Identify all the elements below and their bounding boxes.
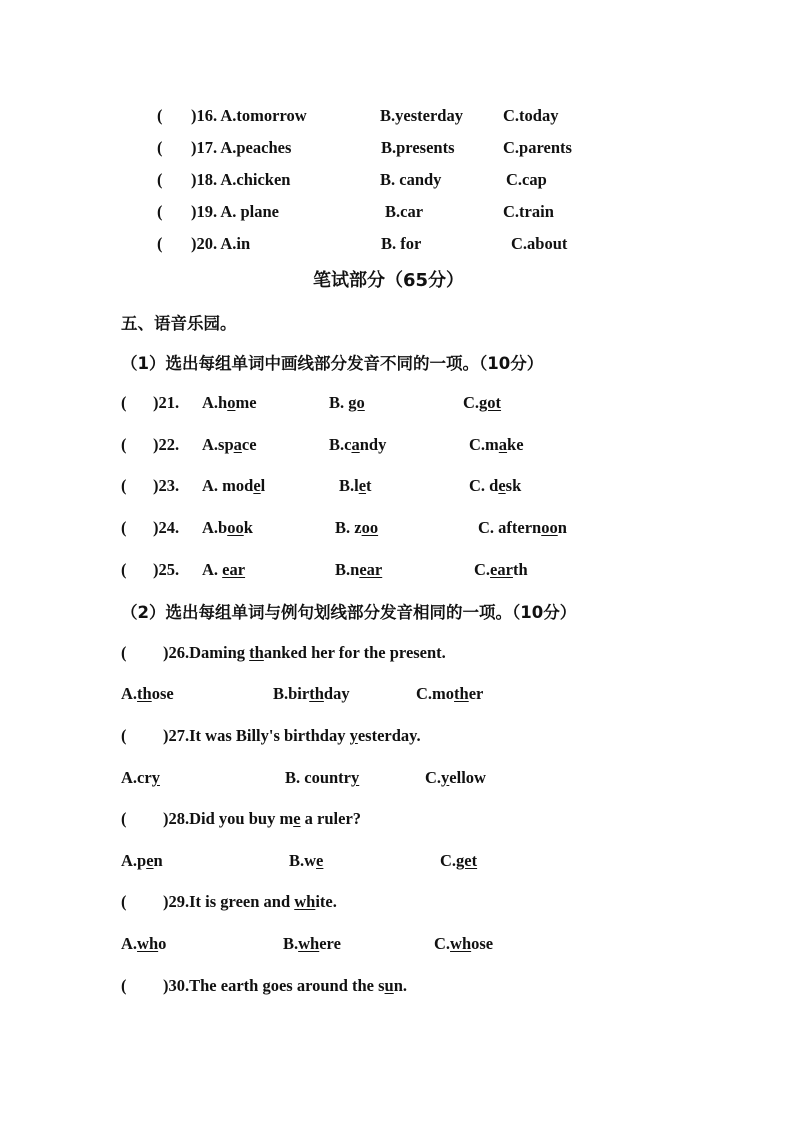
option-c: C.about xyxy=(511,234,568,253)
answer-paren: ( xyxy=(157,170,163,189)
option-a: )16. A.tomorrow xyxy=(191,106,307,125)
option-a: )18. A.chicken xyxy=(191,170,291,189)
option-b: B.we xyxy=(289,851,324,870)
option-a: )20. A.in xyxy=(191,234,251,253)
example-sentence: )26.Daming thanked her for the present. xyxy=(163,643,446,662)
option-a: A. model xyxy=(202,476,266,495)
option-a: A.home xyxy=(202,393,257,412)
option-a: )17. A.peaches xyxy=(191,138,292,157)
option-c: C.parents xyxy=(503,138,572,157)
answer-paren: ( xyxy=(121,560,127,579)
option-c: C.make xyxy=(469,435,524,454)
answer-paren: ( xyxy=(121,476,127,495)
subsection-1-instruction: （1）选出每组单词中画线部分发音不同的一项。（10分） xyxy=(121,354,544,373)
option-a: A.those xyxy=(121,684,174,703)
option-a: )19. A. plane xyxy=(191,202,280,221)
example-sentence: )30.The earth goes around the sun. xyxy=(163,976,408,995)
option-c: C.today xyxy=(503,106,559,125)
example-sentence: )27.It was Billy's birthday yesterday. xyxy=(163,726,421,745)
question-number: )24. xyxy=(153,518,180,537)
answer-paren: ( xyxy=(121,393,127,412)
option-b: B.near xyxy=(335,560,383,579)
answer-paren: ( xyxy=(121,809,127,828)
option-b: B. for xyxy=(381,234,422,253)
option-c: C.train xyxy=(503,202,554,221)
option-a: A.pen xyxy=(121,851,163,870)
option-b: B.presents xyxy=(381,138,455,157)
answer-paren: ( xyxy=(121,726,127,745)
option-c: C.get xyxy=(440,851,478,870)
option-b: B. country xyxy=(285,768,360,787)
option-a: A.space xyxy=(202,435,257,454)
option-a: A.book xyxy=(202,518,253,537)
section-five-heading: 五、语音乐园。 xyxy=(121,314,237,333)
subsection-2-instruction: （2）选出每组单词与例句划线部分发音相同的一项。（10分） xyxy=(121,603,577,622)
option-a: A. ear xyxy=(202,560,246,579)
option-a: A.who xyxy=(121,934,167,953)
question-number: )21. xyxy=(153,393,180,412)
example-sentence: )28.Did you buy me a ruler? xyxy=(163,809,362,828)
example-sentence: )29.It is green and white. xyxy=(163,892,337,911)
option-c: C.mother xyxy=(416,684,484,703)
option-c: C.got xyxy=(463,393,502,412)
option-b: B.car xyxy=(385,202,424,221)
question-number: )25. xyxy=(153,560,180,579)
written-part-title: 笔试部分（65分） xyxy=(313,270,465,291)
option-c: C. desk xyxy=(469,476,522,495)
answer-paren: ( xyxy=(121,435,127,454)
question-number: )23. xyxy=(153,476,180,495)
answer-paren: ( xyxy=(157,234,163,253)
answer-paren: ( xyxy=(121,643,127,662)
option-b: B.let xyxy=(339,476,372,495)
answer-paren: ( xyxy=(157,138,163,157)
option-b: B. zoo xyxy=(335,518,379,537)
option-b: B.where xyxy=(283,934,341,953)
option-c: C. afternoon xyxy=(478,518,567,537)
answer-paren: ( xyxy=(121,892,127,911)
answer-paren: ( xyxy=(157,106,163,125)
option-b: B. go xyxy=(329,393,365,412)
option-c: C.earth xyxy=(474,560,528,579)
option-b: B.candy xyxy=(329,435,387,454)
option-b: B. candy xyxy=(380,170,442,189)
option-b: B.birthday xyxy=(273,684,350,703)
option-b: B.yesterday xyxy=(380,106,463,125)
option-a: A.cry xyxy=(121,768,160,787)
option-c: C.cap xyxy=(506,170,547,189)
option-c: C.whose xyxy=(434,934,494,953)
answer-paren: ( xyxy=(157,202,163,221)
answer-paren: ( xyxy=(121,518,127,537)
option-c: C.yellow xyxy=(425,768,486,787)
answer-paren: ( xyxy=(121,976,127,995)
question-number: )22. xyxy=(153,435,180,454)
